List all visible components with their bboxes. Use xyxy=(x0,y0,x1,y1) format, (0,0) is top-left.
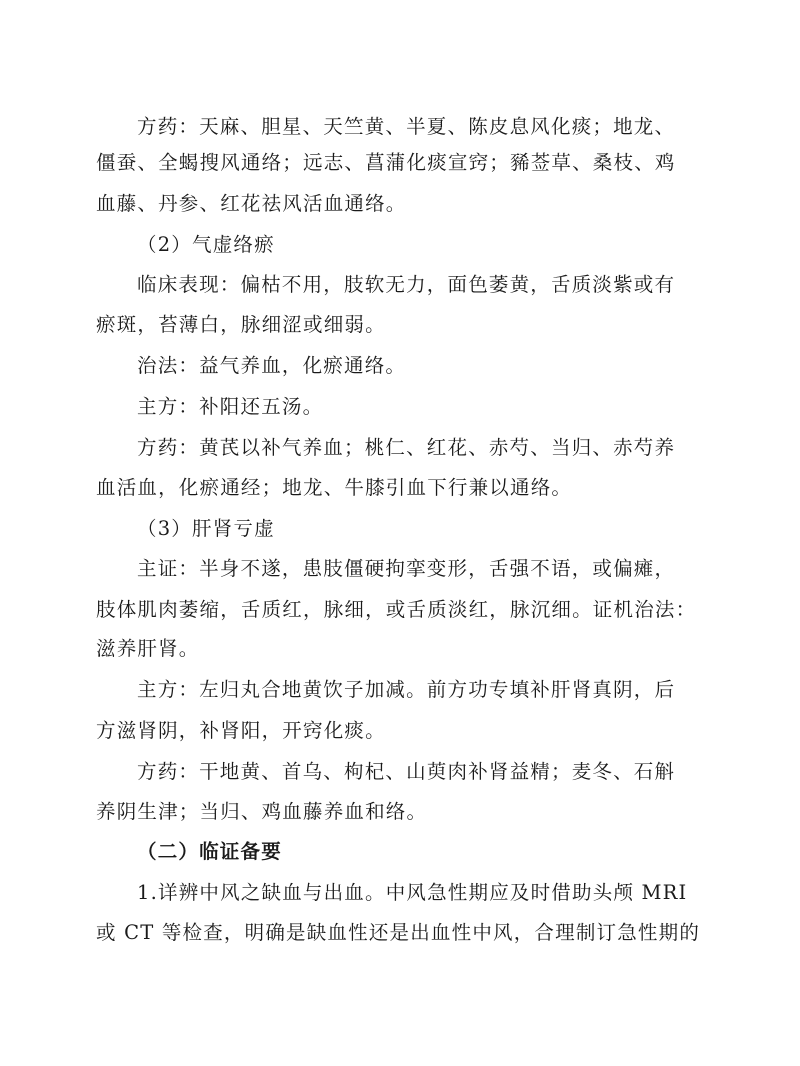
paragraph-line: 养阴生津；当归、鸡血藤养血和络。 xyxy=(96,800,428,823)
paragraph-line: 瘀斑，苔薄白，脉细涩或细弱。 xyxy=(96,313,386,336)
paragraph-line: 僵蚕、全蝎搜风通络；远志、菖蒲化痰宣窍；豨莶草、桑枝、鸡 xyxy=(96,151,676,174)
paragraph-line: 血活血，化瘀通经；地龙、牛膝引血下行兼以通络。 xyxy=(96,476,573,499)
paragraph-line: 滋养肝肾。 xyxy=(96,637,200,660)
paragraph-line: 1.详辨中风之缺血与出血。中风急性期应及时借助头颅 MRI xyxy=(137,881,688,904)
paragraph-line: 方药：干地黄、首乌、枸杞、山萸肉补肾益精；麦冬、石斛 xyxy=(137,760,676,783)
paragraph-line: 或 CT 等检查，明确是缺血性还是出血性中风，合理制订急性期的 xyxy=(96,921,701,944)
paragraph-line: 方药：黄芪以补气养血；桃仁、红花、赤芍、当归、赤芍养 xyxy=(137,436,676,459)
paragraph-line: 血藤、丹参、红花祛风活血通络。 xyxy=(96,192,407,215)
paragraph-line: 主方：左归丸合地黄饮子加减。前方功专填补肝肾真阴，后 xyxy=(137,678,676,701)
paragraph-line: 治法：益气养血，化瘀通络。 xyxy=(137,354,407,377)
paragraph-line: 方药：天麻、胆星、天竺黄、半夏、陈皮息风化痰；地龙、 xyxy=(137,115,676,138)
section-heading: （二）临证备要 xyxy=(137,840,282,863)
section-heading: （3）肝肾亏虚 xyxy=(137,517,275,540)
paragraph-line: 主证：半身不遂，患肢僵硬拘挛变形，舌强不语，或偏瘫， xyxy=(137,557,676,580)
paragraph-line: 主方：补阳还五汤。 xyxy=(137,395,324,418)
paragraph-line: 临床表现：偏枯不用，肢软无力，面色萎黄，舌质淡紫或有 xyxy=(137,273,676,296)
paragraph-line: 方滋肾阴，补肾阳，开窍化痰。 xyxy=(96,719,386,742)
paragraph-line: 肢体肌肉萎缩，舌质红，脉细，或舌质淡红，脉沉细。证机治法： xyxy=(96,598,697,621)
section-heading: （2）气虚络瘀 xyxy=(137,233,275,256)
